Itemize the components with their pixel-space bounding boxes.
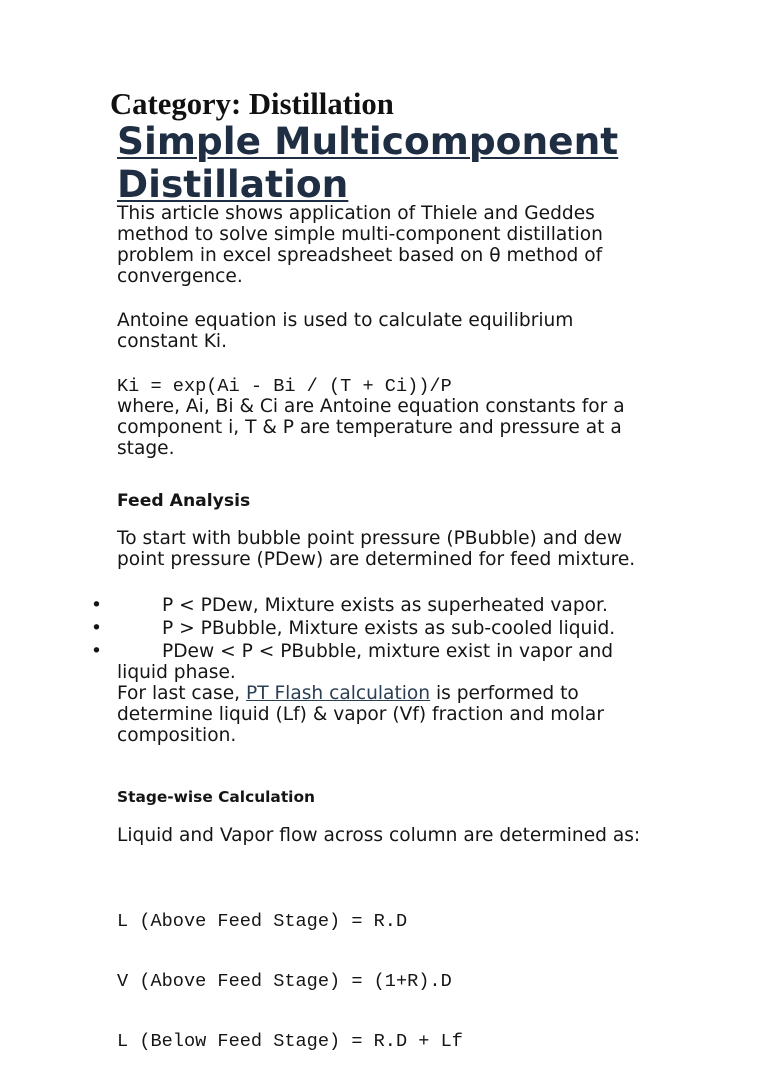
flow-equations	[117, 872, 652, 1092]
article-title-link[interactable]: Simple Multicomponent Distillation	[117, 119, 619, 206]
antoine-where-paragraph: where, Ai, Bi & Ci are Antoine equation constants for a component i, T & P are temperature and pressure at a stage.	[117, 396, 625, 459]
bullet-icon: •	[91, 595, 102, 616]
category-label: Category: Distillation	[110, 87, 394, 121]
pt-flash-calculation-link[interactable]: PT Flash calculation	[245, 683, 431, 704]
stage-wise-paragraph: Liquid and Vapor flow across column are determined as:	[117, 825, 641, 846]
antoine-equation: Ki = exp(Ai - Bi / (T + Ci))/P	[117, 376, 452, 397]
list-item-text: PDew < P < PBubble, mixture exist in vapor and liquid phase.	[117, 641, 614, 683]
flash-note-text-before: For last case,	[117, 683, 246, 704]
list-item	[91, 595, 652, 616]
flow-equation: L (Below Feed Stage) = R.D + Lf	[117, 1031, 463, 1052]
feed-analysis-heading: Feed Analysis	[117, 491, 251, 511]
article-title	[117, 120, 677, 206]
flow-equation: V (Above Feed Stage) = (1+R).D	[117, 971, 452, 992]
list-item-text: P < PDew, Mixture exists as superheated vapor.	[162, 595, 608, 616]
antoine-paragraph: Antoine equation is used to calculate equilibrium constant Ki.	[117, 310, 574, 352]
flow-equation: L (Above Feed Stage) = R.D	[117, 911, 408, 932]
bullet-icon: •	[91, 641, 102, 662]
list-item	[91, 641, 652, 683]
feed-cases-list	[91, 595, 652, 683]
feed-analysis-paragraph: To start with bubble point pressure (PBubble) and dew point pressure (PDew) are determined for feed mixture.	[117, 528, 636, 570]
flash-note-text-after: is performed to determine liquid (Lf) & vapor (Vf) fraction and molar composition.	[117, 683, 604, 746]
stage-wise-heading: Stage-wise Calculation	[117, 788, 315, 806]
list-item	[91, 618, 652, 639]
intro-paragraph: This article shows application of Thiele and Geddes method to solve simple multi-component distillation problem in excel spreadsheet based on θ method of convergence.	[117, 203, 603, 287]
list-item-text: P > PBubble, Mixture exists as sub-cooled liquid.	[162, 618, 616, 639]
flash-note-paragraph	[117, 683, 652, 746]
bullet-icon: •	[91, 618, 102, 639]
